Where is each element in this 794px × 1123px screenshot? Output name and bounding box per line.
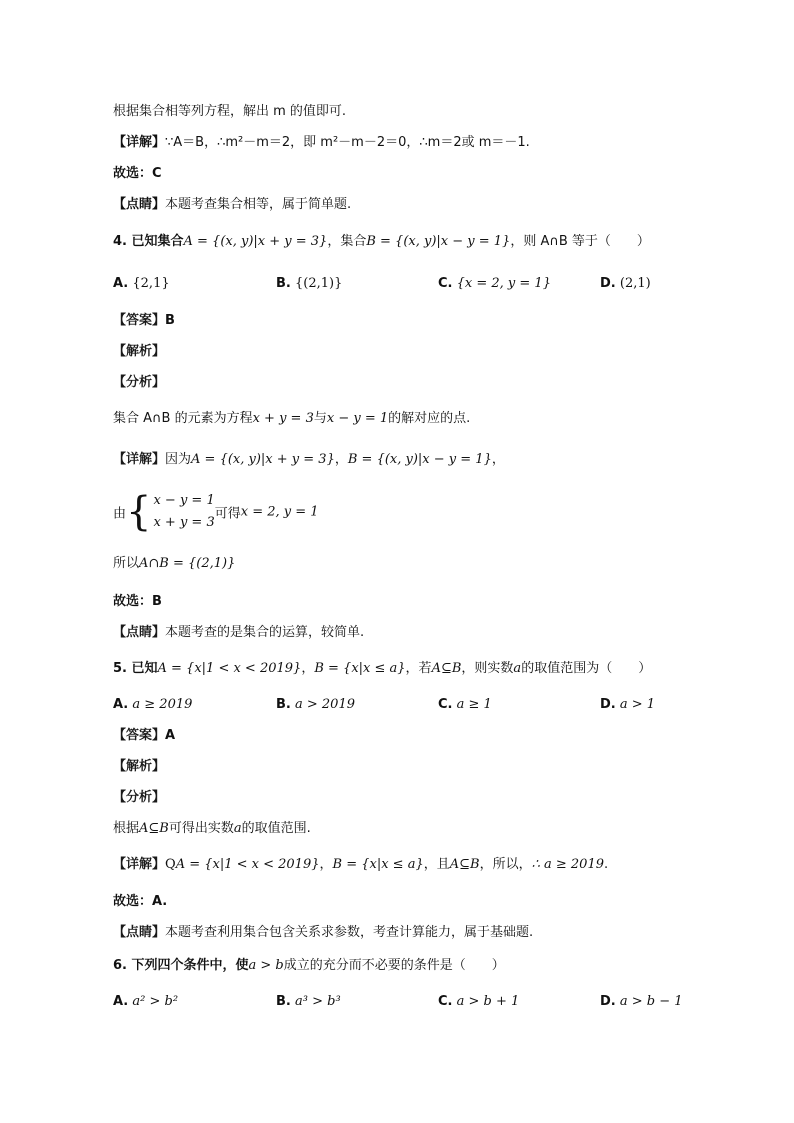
- q4-set-a: A = {(x, y)|x + y = 3}: [183, 234, 328, 249]
- q5-stem-end: 的取值范围为（ ）: [521, 661, 652, 676]
- q5-detail-subset: A⊆B: [449, 857, 480, 872]
- q4-detail-prefix: 因为: [165, 452, 192, 467]
- q5-fenxi-subset: A⊆B: [139, 821, 169, 836]
- answer-value: A: [165, 728, 176, 743]
- q6-stem-suffix: 成立的充分而不必要的条件是（ ）: [283, 958, 505, 973]
- option-value: a > b + 1: [456, 994, 520, 1009]
- q6-option-b: [276, 992, 341, 1012]
- q5-stem: [113, 659, 651, 679]
- q4-fenxi-text-2: 与: [313, 411, 327, 426]
- q5-comment-text: 本题考查利用集合包含关系求参数，考查计算能力，属于基础题.: [165, 925, 534, 940]
- q5-set-a: A = {x|1 < x < 2019}: [157, 661, 302, 676]
- q5-option-d: [600, 695, 655, 715]
- q5-option-a: [113, 695, 192, 715]
- prev-choice-line: [113, 164, 162, 184]
- option-value: {2,1}: [132, 276, 170, 291]
- q4-stem-suffix: ，则 A∩B 等于（ ）: [510, 234, 650, 249]
- option-letter: C.: [438, 697, 453, 712]
- detail-label: 【详解】: [113, 857, 166, 872]
- q4-sys-eq2: x + y = 3: [153, 515, 215, 530]
- fenxi-label: 【分析】: [113, 790, 166, 805]
- option-value: a ≥ 2019: [132, 697, 193, 712]
- q4-detail-sep: ，: [334, 452, 348, 467]
- q4-comment: [113, 623, 364, 643]
- q4-system: [113, 490, 319, 534]
- q4-option-b: [276, 274, 342, 294]
- q4-detail: [113, 450, 505, 470]
- q4-option-d: [600, 274, 651, 294]
- comment-label: 【点睛】: [113, 925, 166, 940]
- q5-detail: [113, 855, 608, 875]
- q4-sys-prefix: 由: [113, 506, 127, 522]
- q5-detail-result: ∴ a ≥ 2019: [531, 857, 604, 872]
- q5-detail-set-b: B = {x|x ≤ a}: [332, 857, 424, 872]
- q6-option-c: [438, 992, 519, 1012]
- q4-fenxi-eq2: x − y = 1: [326, 411, 389, 426]
- q4-so: [113, 554, 235, 574]
- option-value: {(2,1)}: [295, 276, 343, 291]
- option-letter: A.: [113, 697, 129, 712]
- q4-sys-result: x = 2, y = 1: [240, 504, 319, 520]
- answer-label: 【答案】: [113, 313, 166, 328]
- option-letter: B.: [276, 697, 291, 712]
- comment-label: 【点睛】: [113, 197, 166, 212]
- q5-detail-set-a: A = {x|1 < x < 2019}: [175, 857, 320, 872]
- q5-detail-end: .: [604, 857, 609, 872]
- q5-detail-and: ，且: [423, 857, 450, 872]
- q5-fenxi-text: [113, 819, 311, 839]
- q4-stem: [113, 232, 650, 252]
- option-letter: D.: [600, 276, 616, 291]
- q4-option-a: [113, 274, 170, 294]
- option-value: a > 1: [619, 697, 656, 712]
- detail-label: 【详解】: [113, 452, 166, 467]
- option-value: a > 2019: [295, 697, 355, 712]
- equation-system: [153, 490, 214, 534]
- prev-analysis-line: [113, 102, 346, 122]
- option-letter: C.: [438, 994, 453, 1009]
- prev-analysis-text: 根据集合相等列方程，解出 m 的值即可.: [113, 104, 347, 119]
- q5-fenxi-end: 的取值范围.: [241, 821, 311, 836]
- prev-detail-line: [113, 133, 530, 153]
- option-letter: A.: [113, 994, 129, 1009]
- q5-option-c: [438, 695, 492, 715]
- q5-stem-suffix: ，则实数: [461, 661, 514, 676]
- option-value: a ≥ 1: [456, 697, 492, 712]
- q5-stem-mid: ，: [301, 661, 315, 676]
- q4-comment-text: 本题考查的是集合的运算，较简单.: [165, 625, 365, 640]
- q5-set-b: B = {x|x ≤ a}: [314, 661, 406, 676]
- option-letter: C.: [438, 276, 453, 291]
- q5-choice-text: 故选：A.: [113, 894, 168, 909]
- q5-stem-prefix: 5. 已知: [113, 661, 158, 676]
- detail-label: 【详解】: [113, 135, 166, 150]
- q5-stem-if: ，若: [405, 661, 432, 676]
- q5-detail-sep: ，: [319, 857, 333, 872]
- q6-stem-prefix: 6. 下列四个条件中，使: [113, 958, 249, 973]
- q4-sys-eq1: x − y = 1: [153, 493, 215, 508]
- option-value: a² > b²: [132, 994, 179, 1009]
- q5-answer: [113, 726, 175, 746]
- q4-option-c: [438, 274, 551, 294]
- q4-detail-end: ，: [491, 452, 505, 467]
- prev-comment-line: [113, 195, 351, 215]
- option-value: {x = 2, y = 1}: [456, 276, 551, 291]
- q4-stem-mid: ，集合: [327, 234, 367, 249]
- q5-comment: [113, 923, 533, 943]
- q4-fenxi-text-3: 的解对应的点.: [388, 411, 471, 426]
- prev-comment-text: 本题考查集合相等，属于简单题.: [165, 197, 352, 212]
- jiexi-label: 【解析】: [113, 344, 166, 359]
- q5-var: a: [513, 661, 522, 676]
- answer-value: B: [165, 313, 175, 328]
- q5-detail-q: Q: [165, 857, 176, 872]
- q4-so-result: A∩B = {(2,1)}: [139, 556, 236, 571]
- q6-stem: [113, 956, 505, 976]
- option-letter: D.: [600, 994, 616, 1009]
- option-letter: B.: [276, 994, 291, 1009]
- q4-fenxi-text-1: 集合 A∩B 的元素为方程: [113, 411, 253, 426]
- answer-label: 【答案】: [113, 728, 166, 743]
- q4-set-b: B = {(x, y)|x − y = 1}: [366, 234, 511, 249]
- q5-fenxi: [113, 788, 165, 808]
- q5-jiexi: [113, 757, 165, 777]
- q6-option-d: [600, 992, 683, 1012]
- q6-cond: a > b: [248, 958, 284, 973]
- q4-sys-mid: 可得: [214, 506, 241, 522]
- q4-choice: [113, 592, 162, 612]
- q4-detail-set-b: B = {(x, y)|x − y = 1}: [347, 452, 492, 467]
- q4-detail-set-a: A = {(x, y)|x + y = 3}: [191, 452, 335, 467]
- q5-fenxi-prefix: 根据: [113, 821, 140, 836]
- q4-stem-prefix: 4. 已知集合: [113, 234, 184, 249]
- option-value: (2,1): [619, 276, 651, 291]
- q5-fenxi-var: a: [233, 821, 242, 836]
- q4-choice-text: 故选：B: [113, 594, 162, 609]
- q5-choice: [113, 892, 167, 912]
- q5-detail-so: ，所以，: [479, 857, 532, 872]
- q6-option-a: [113, 992, 178, 1012]
- option-value: a³ > b³: [295, 994, 341, 1009]
- comment-label: 【点睛】: [113, 625, 166, 640]
- prev-choice-text: 故选：C: [113, 166, 162, 181]
- q4-jiexi: [113, 342, 165, 362]
- fenxi-label: 【分析】: [113, 375, 166, 390]
- q4-fenxi-eq1: x + y = 3: [252, 411, 314, 426]
- option-letter: B.: [276, 276, 291, 291]
- q5-option-b: [276, 695, 355, 715]
- prev-detail-text: ∵A＝B，∴m²－m＝2，即 m²－m－2＝0，∴m＝2或 m＝－1.: [165, 135, 530, 150]
- jiexi-label: 【解析】: [113, 759, 166, 774]
- option-value: a > b − 1: [619, 994, 683, 1009]
- q5-fenxi-mid: 可得出实数: [168, 821, 234, 836]
- left-brace-icon: {: [126, 489, 152, 535]
- option-letter: A.: [113, 276, 129, 291]
- q4-fenxi-text: [113, 409, 470, 429]
- q4-so-prefix: 所以: [113, 556, 140, 571]
- q5-subset: A⊆B: [431, 661, 462, 676]
- option-letter: D.: [600, 697, 616, 712]
- q4-fenxi: [113, 373, 165, 393]
- q4-answer: [113, 311, 175, 331]
